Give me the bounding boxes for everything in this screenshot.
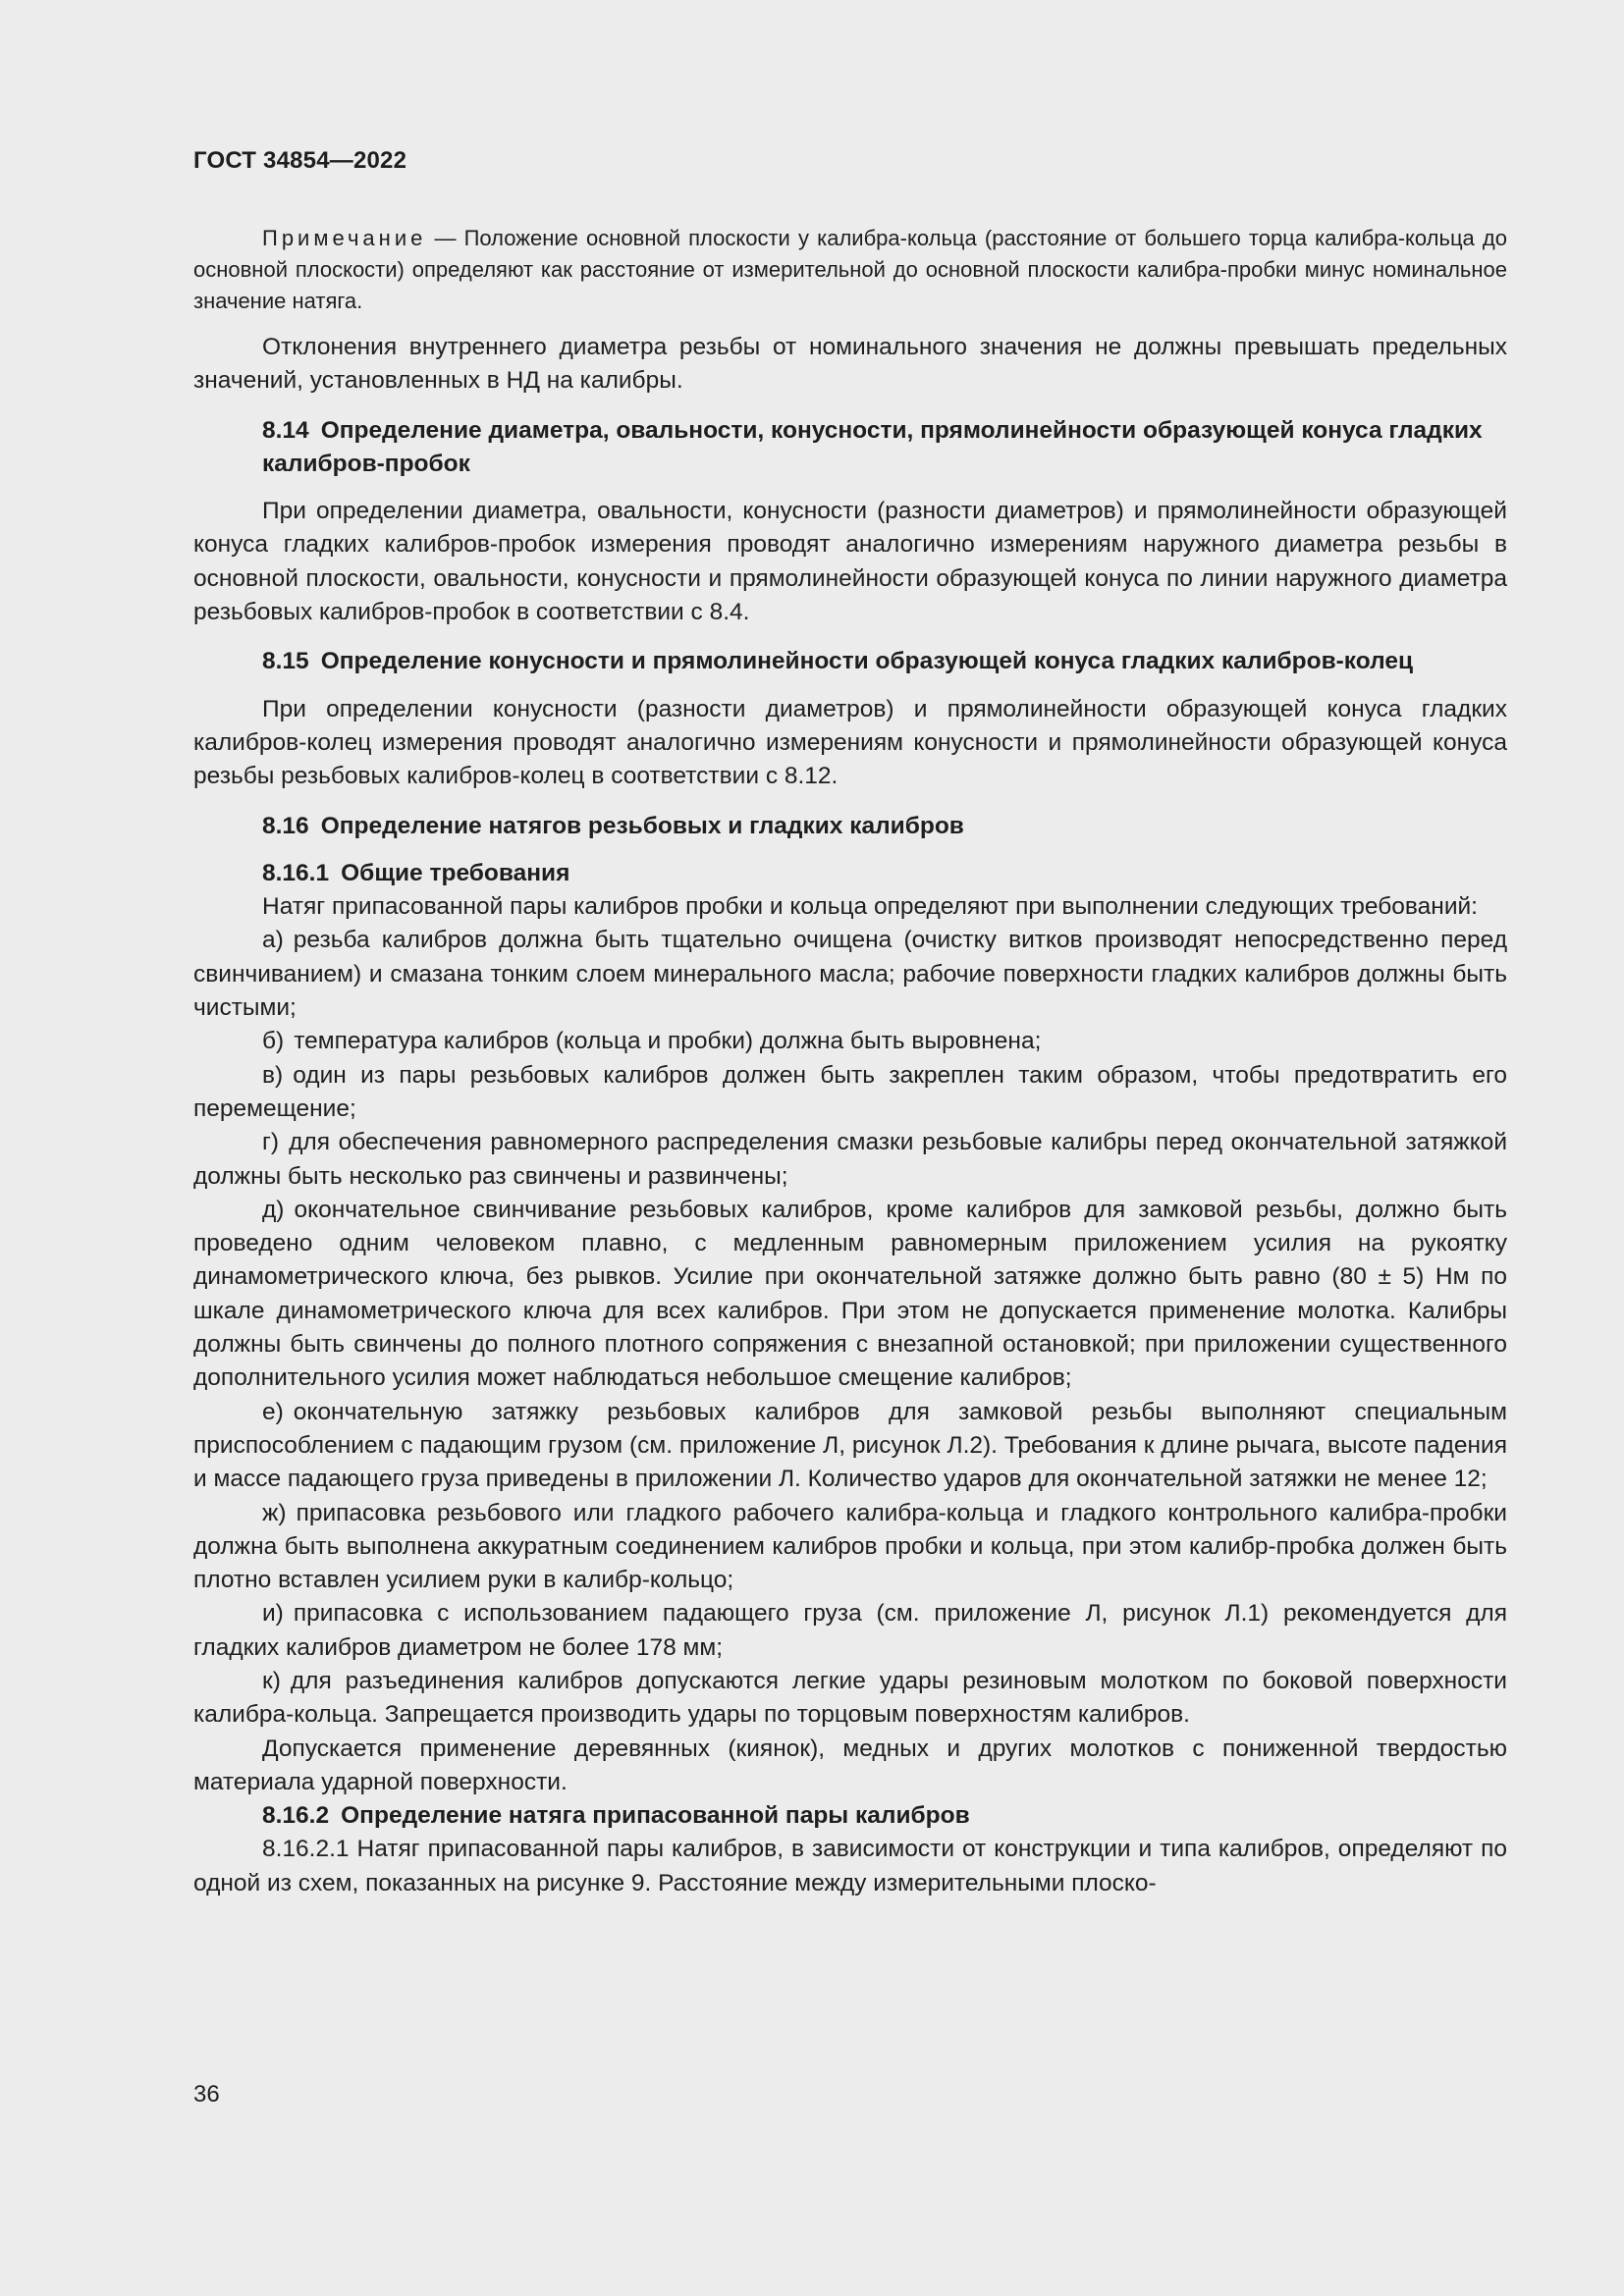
list-item <box>193 1025 1507 1058</box>
list-item-text: для обеспечения равномерного распределения смазки резьбовые калибры перед окончательной затяжкой должны быть несколько раз свинчены и развинчены; <box>193 1129 1507 1190</box>
section-number: 8.15 <box>262 648 309 675</box>
list-marker: ж) <box>262 1499 287 1526</box>
section-number: 8.16.2 <box>262 1802 330 1830</box>
deviation-paragraph: Отклонения внутреннего диаметра резьбы от номинального значения не должны превышать предельных значений, установленных в НД на калибры. <box>193 334 1507 395</box>
list-item-text: температура калибров (кольца и пробки) должна быть выровнена; <box>294 1028 1042 1055</box>
list-item <box>193 1059 1507 1127</box>
note-paragraph <box>193 223 1507 317</box>
section-8-16-heading <box>262 810 1507 843</box>
list-marker: б) <box>262 1028 285 1055</box>
list-marker: г) <box>262 1129 280 1156</box>
section-title: Общие требования <box>341 859 570 886</box>
list-item-text: окончательное свинчивание резьбовых калибров, кроме калибров для замковой резьбы, должно быть проведено одним человеком плавно, с медленным равномерным приложением усилия на рукоятку динамометрического ключа, без рывков. Усилие при окончательной затяжке должно быть равно (80 ± 5) Нм по шкале динамометрического ключа для всех калибров. При этом не допускается применение молотка. Калибры должны быть свинчены до полного плотного сопряжения с внезапной остановкой; при приложении существенного дополнительного усилия может наблюдаться небольшое смещение калибров; <box>193 1196 1507 1392</box>
list-marker: е) <box>262 1398 284 1425</box>
section-8-16-1-closing: Допускается применение деревянных (киянок), медных и других молотков с пониженной твердостью материала ударной поверхности. <box>193 1735 1507 1795</box>
list-item <box>193 1597 1507 1665</box>
section-8-14-text: При определении диаметра, овальности, конусности (разности диаметров) и прямолинейности образующей конуса гладких калибров-пробок измерения проводят аналогично измерениям наружного диаметра резьбы в основной плоскости, овальности, конусности и прямолинейности образующей конуса по линии наружного диаметра резьбовых калибров-пробок в соответствии с 8.4. <box>193 498 1507 626</box>
list-item-text: припасовка резьбового или гладкого рабочего калибра-кольца и гладкого контрольного калибра-пробки должна быть выполнена аккуратным соединением калибров пробки и кольца, при этом калибр-пробка должен быть плотно вставлен усилием руки в калибр-кольцо; <box>193 1499 1507 1594</box>
section-8-16-2-1-text: 8.16.2.1 Натяг припасованной пары калибров, в зависимости от конструкции и типа калибров, определяют по одной из схем, показанных на рисунке 9. Расстояние между измерительными плоско- <box>193 1836 1507 1896</box>
document-code: ГОСТ 34854—2022 <box>193 147 407 174</box>
list-item-text: припасовка с использованием падающего груза (см. приложение Л, рисунок Л.1) рекомендуется для гладких калибров диаметром не более 178 мм; <box>193 1600 1507 1661</box>
page-content <box>193 223 1507 1900</box>
list-marker: д) <box>262 1196 285 1223</box>
list-item <box>193 924 1507 1025</box>
section-8-16-1-heading <box>262 857 1507 890</box>
note-text: — Положение основной плоскости у калибра-кольца (расстояние от большего торца калибра-кольца до основной плоскости) определяют как расстояние от измерительной до основной плоскости калибра-пробки минус номинальное значение натяга. <box>193 226 1507 313</box>
list-item <box>193 1396 1507 1497</box>
section-number: 8.14 <box>262 416 309 444</box>
page-number: 36 <box>193 2081 220 2108</box>
list-item-text: окончательную затяжку резьбовых калибров для замковой резьбы выполняют специальным приспособлением с падающим грузом (см. приложение Л, рисунок Л.2). Требования к длине рычага, высоте падения и массе падающего груза приведены в приложении Л. Количество ударов для окончательной затяжки не менее 12; <box>193 1398 1507 1493</box>
list-item <box>193 1497 1507 1598</box>
list-marker: и) <box>262 1600 284 1628</box>
section-8-14-heading <box>262 414 1507 482</box>
section-title: Определение диаметра, овальности, конусности, прямолинейности образующей конуса гладких калибров-пробок <box>262 416 1483 477</box>
list-item-text: резьба калибров должна быть тщательно очищена (очистку витков производят непосредственно перед свинчиванием) и смазана тонким слоем минерального масла; рабочие поверхности гладких калибров должны быть чистыми; <box>193 927 1507 1022</box>
list-item <box>193 1665 1507 1733</box>
section-title: Определение натягов резьбовых и гладких калибров <box>320 812 964 839</box>
section-8-15-text: При определении конусности (разности диаметров) и прямолинейности образующей конуса гладких калибров-колец измерения проводят аналогично измерениям конусности и прямолинейности образующей конуса резьбы резьбовых калибров-колец в соответствии с 8.12. <box>193 695 1507 790</box>
section-number: 8.16.1 <box>262 859 330 886</box>
list-item <box>193 1126 1507 1194</box>
section-8-16-1-intro: Натяг припасованной пары калибров пробки и кольца определяют при выполнении следующих требований: <box>262 893 1478 921</box>
list-item-text: для разъединения калибров допускаются легкие удары резиновым молотком по боковой поверхности калибра-кольца. Запрещается производить удары по торцовым поверхностям калибров. <box>193 1667 1507 1729</box>
list-marker: к) <box>262 1667 281 1694</box>
list-marker: а) <box>262 927 284 954</box>
list-item <box>193 1194 1507 1396</box>
note-label: Примечание <box>262 226 427 250</box>
list-item-text: один из пары резьбовых калибров должен быть закреплен таким образом, чтобы предотвратить его перемещение; <box>193 1061 1507 1122</box>
list-marker: в) <box>262 1061 284 1089</box>
section-title: Определение конусности и прямолинейности образующей конуса гладких калибров-колец <box>320 648 1414 675</box>
section-number: 8.16 <box>262 812 309 839</box>
section-8-15-heading <box>262 645 1507 678</box>
section-8-16-2-heading <box>262 1799 1507 1833</box>
section-title: Определение натяга припасованной пары калибров <box>341 1802 970 1830</box>
